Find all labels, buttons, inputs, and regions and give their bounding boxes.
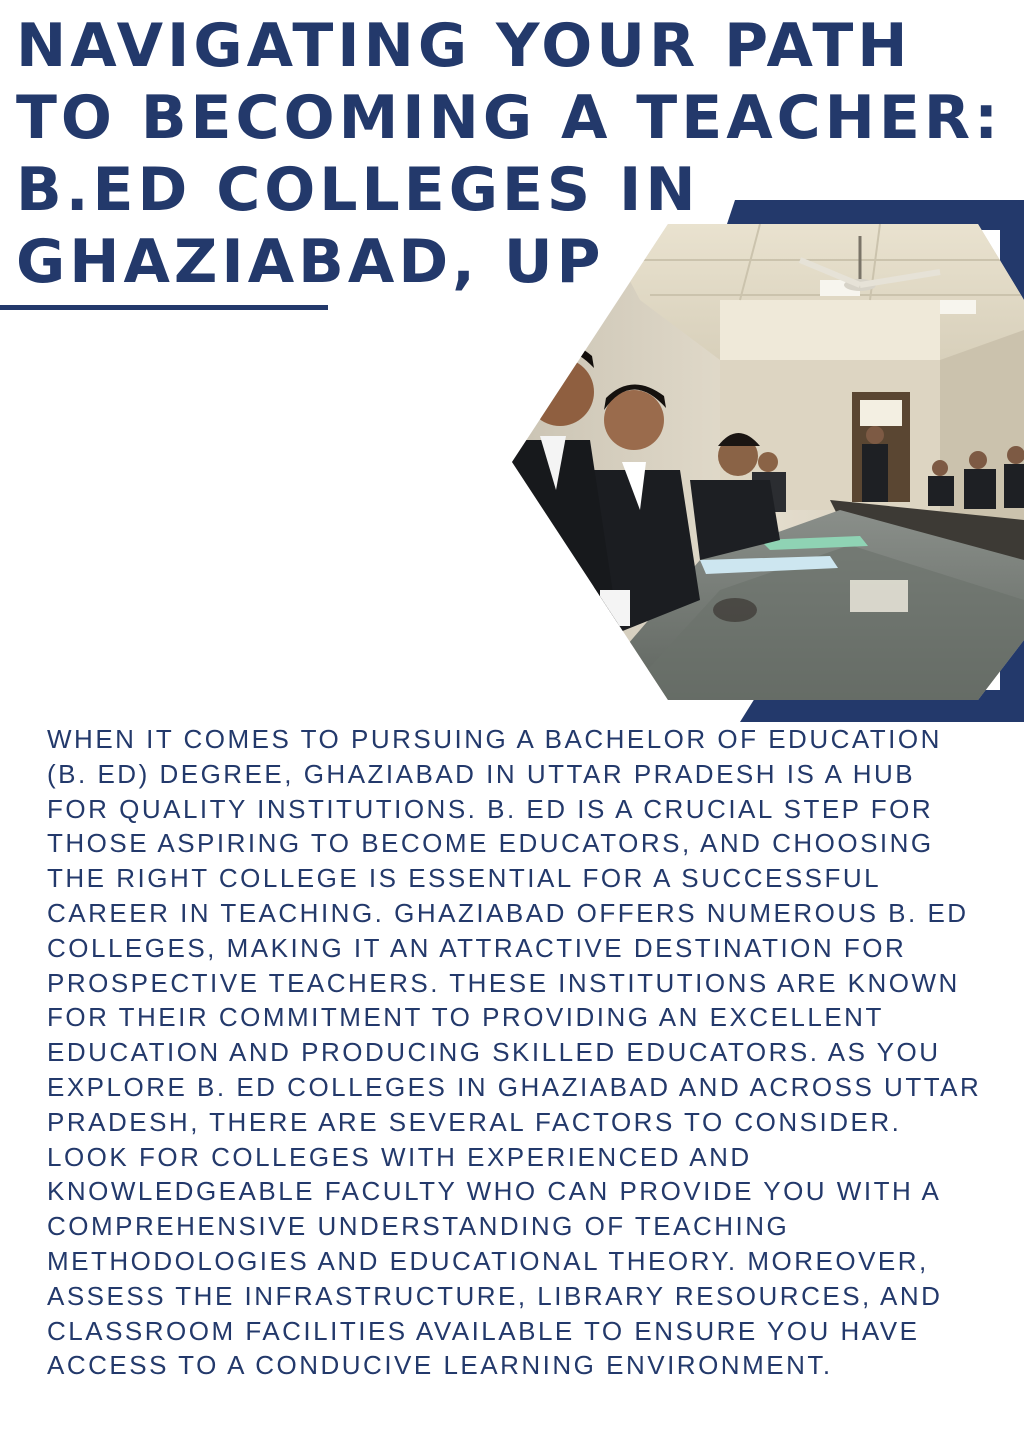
body-paragraph: WHEN IT COMES TO PURSUING A BACHELOR OF EDUCATION (B. ED) DEGREE, GHAZIABAD IN UTTAR PRADESH IS A HUB FOR QUALITY INSTITUTIONS. B. ED IS A CRUCIAL STEP FOR THOSE ASPIRING TO BECOME EDUCATORS, AND CHOOSING THE RIGHT COLLEGE IS ESSENTIAL FOR A SUCCESSFUL CAREER IN TEACHING. GHAZIABAD OFFERS NUMEROUS B. ED COLLEGES, MAKING IT AN ATTRACTIVE DESTINATION FOR PROSPECTIVE TEACHERS. THESE INSTITUTIONS ARE KNOWN FOR THEIR COMMITMENT TO PROVIDING AN EXCELLENT EDUCATION AND PRODUCING SKILLED EDUCATORS. AS YOU EXPLORE B. ED COLLEGES IN GHAZIABAD AND ACROSS UTTAR PRADESH, THERE ARE SEVERAL FACTORS TO CONSIDER. LOOK FOR COLLEGES WITH EXPERIENCED AND KNOWLEDGEABLE FACULTY WHO CAN PROVIDE YOU WITH A COMPREHENSIVE UNDERSTANDING OF TEACHING METHODOLOGIES AND EDUCATIONAL THEORY. MOREOVER, ASSESS THE INFRASTRUCTURE, LIBRARY RESOURCES, AND CLASSROOM FACILITIES AVAILABLE TO ENSURE YOU HAVE ACCESS TO A CONDUCIVE LEARNING ENVIRONMENT. xyxy=(47,724,982,1381)
title-line-2: TO BECOMING A TEACHER: xyxy=(16,83,1003,153)
title-line-4: GHAZIABAD, UP xyxy=(16,227,605,297)
title-line-3: B.ED COLLEGES IN xyxy=(16,155,700,225)
title-line-1: NAVIGATING YOUR PATH xyxy=(16,11,912,81)
title-underline xyxy=(0,305,328,310)
page-title xyxy=(16,10,1003,298)
